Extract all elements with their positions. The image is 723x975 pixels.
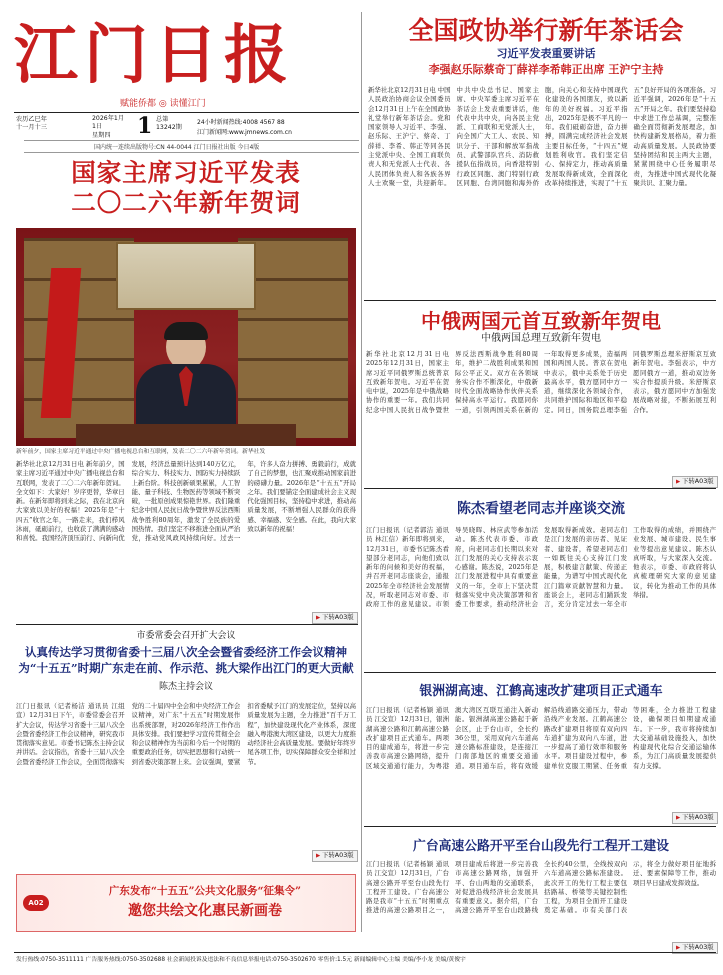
hotline: 24小时新闻热线:4008 4567 88 [197, 119, 285, 126]
photo-caption: 新年前夕，国家主席习近平通过中央广播电视总台和互联网，发表二〇二六年新年贺词。新华社发 [16, 449, 266, 455]
footer-info: 发行热线:0750-3511111 广告服务热线:0750-3502688 社会新闻投诉及违法和不良信息举报电话:0750-3502670 零售价:1.5元 新闻编辑中心主编 美编/李小龙 美编/黄俊宇 [16, 957, 466, 963]
promo-banner[interactable] [16, 874, 356, 932]
chen-jie-body: 江门日报讯（记者郭洁 通讯员 林江信）新年即将到来，12月31日，市委书记陈杰看望部分老同志，向他们致以新年的问候和美好的祝福，并召开老同志座谈会，通报2025年全市经济社会发展情况，听取老同志对市委、市政府工作的意见建议。市领导吴晓晖、林应武等参加活动。陈杰代表市委、市政府，向老同志们长期以来对江门发展的关心支持表示衷心感谢。陈杰说，2025年是江门发展进程中具有重要意义的一年，全市上下坚决贯彻落实党中央决策部署和省委工作要求，推动经济社会发展取得新成效。老同志们是江门发展的亲历者、见证者、建设者，希望老同志们一如既往关心支持江门发展，积极建言献策、传递正能量，为谱写中国式现代化江门篇章贡献智慧和力量。座谈会上，老同志们踊跃发言，充分肯定过去一年全市工作取得的成绩，并围绕产业发展、城市建设、民生事业等提出意见建议。陈杰认真听取，与大家深入交流。他表示，市委、市政府将认真梳理研究大家的意见建议，转化为推动工作的具体举措。 [366, 526, 716, 609]
lunar-date: 农历乙巳年 十一月十三 [16, 116, 47, 132]
lead-story-photo [16, 228, 356, 446]
guanghai-body: 江门日报讯（记者杨颖 通讯员 江交宣）12月31日，广台高速公路开平至台山段先行工程开工建设。广台高速公路是我市“十五五”时期重点推进的高速公路项目之一，项目建成后将进一步完善我市高速公路网络，加强开平、台山两地的交通联系，对促进沿线经济社会发展具有重要意义。据介绍，广台高速公路开平至台山段路线全长约40公里，全线按双向六车道高速公路标准建设。此次开工的先行工程主要包括路基、桥梁等关键控制性工程，为项目全面开工建设奠定基础。市有关部门表示，将全力做好项目征地拆迁、要素保障等工作，推动项目早日建成发挥效益。 [366, 860, 716, 915]
masthead-rule [14, 112, 359, 113]
footer-rule [14, 952, 716, 953]
china-russia-next[interactable]: ▶ 下转A03版 [672, 476, 718, 488]
yinwan-title: 银洲湖高速、江鹤高速改扩建项目正式通车 [419, 684, 663, 699]
guanghai-next[interactable]: ▶ 下转A03版 [672, 942, 718, 954]
plenary-kicker: 市委常委会召开扩大会议 [136, 631, 236, 641]
top-story-subtitle: 习近平发表重要讲话 [496, 47, 596, 60]
top-story-title: 全国政协举行新年茶话会 [408, 16, 684, 45]
china-russia-body: 新华社北京12月31日电 2025年12月31日，国家主席习近平同俄罗斯总统普京互致新年贺电。习近平在贺电中说，2025年是中俄战略协作的重要一年。我们共同纪念中国人民抗日战争暨世界反法西斯战争胜利80周年，维护二战胜利成果和国际公平正义。双方在各领域务实合作不断深化，中俄新时代全面战略协作伙伴关系保持高水平运行。我愿同你一道，引领两国关系在新的一年取得更多成果，造福两国和两国人民。普京在贺电中表示，俄中关系处于历史最高水平，俄方愿同中方一道，继续深化各领域合作，共同维护国际和地区和平稳定。同日，国务院总理李强同俄罗斯总理米舒斯京互致新年贺电。李强表示，中方愿同俄方一道，推动双边务实合作提质升级。米舒斯京表示，俄方愿同中方加强发展战略对接，不断拓展互利合作。 [366, 350, 716, 414]
promo-line-1: 广东发布“十五五”公共文化服务“征集令” [108, 885, 302, 897]
guanghai-title: 广台高速公路开平至台山段先行工程开工建设 [413, 839, 669, 854]
rule-right-bottom [364, 826, 716, 827]
promo-line-2: 邀您共绘文化惠民新画卷 [128, 903, 282, 919]
plenary-host: 陈杰主持会议 [158, 682, 213, 692]
rule-col-divider [361, 12, 362, 932]
chen-jie-title: 陈杰看望老同志并座谈交流 [457, 501, 625, 517]
top-story-body: 新华社北京12月31日电 中国人民政治协商会议全国委员会12月31日上午在全国政协礼堂举行新年茶话会。党和国家领导人习近平、李强、赵乐际、王沪宁、蔡奇、丁薛祥、李希、韩正等同各民主党派中央、全国工商联负责人和无党派人士代表、各人民团体负责人和各族各界人士欢聚一堂，共迎新年。中共中央总书记、国家主席、中央军委主席习近平在茶话会上发表重要讲话，他代表中共中央，向各民主党派、工商联和无党派人士，向全国广大工人、农民、知识分子、干部和解放军指战员、武警部队官兵、消防救援队伍指战员，向香港特别行政区同胞、澳门特别行政区同胞、台湾同胞和海外侨胞，向关心和支持中国现代化建设的各国朋友，致以新年的美好祝福。习近平指出，2025年是极不平凡的一年。我们砥砺奋进，奋力拼搏，圆满完成经济社会发展主要目标任务，“十四五”规划胜利收官。我们坚定信心、保持定力，推动高质量发展取得新成效，全面深化改革持续推进，实现了“十五五”良好开局的各项准备。习近平强调，2026年是“十五五”开局之年。我们要坚持稳中求进工作总基调，完整准确全面贯彻新发展理念，加快构建新发展格局，着力推动高质量发展。人民政协要坚持团结和民主两大主题，紧紧围绕中心任务履职尽责，为推进中国式现代化凝聚共识、汇聚力量。 [368, 86, 716, 187]
lead-story-next[interactable]: ▶ 下转A03版 [312, 612, 358, 624]
page-number: 1 [137, 113, 153, 139]
plenary-body: 江门日报讯（记者杨洁 通讯员 江组宣）12月31日下午，市委常委会召开扩大会议，传达学习省委十三届八次全会暨省委经济工作会议精神，研究我市贯彻落实意见。市委书记陈杰主持会议并讲话。会议指出，省委十三届八次全会暨省委经济工作会议，全面贯彻落实党的二十届四中全会和中央经济工作会议精神，对广东“十五五”时期发展作出系统部署，对2026年经济工作作出具体安排。我们要把学习宣传贯彻全会和会议精神作为当前和今后一个时期的重要政治任务，切实把思想和行动统一到省委决策部署上来。会议强调，要紧扣省委赋予江门的发展定位，坚持以高质量发展为主题，全力推进“百千万工程”，加快建设现代化产业体系，深度融入粤港澳大湾区建设，以更大力度推动经济社会高质量发展。要做好年终岁尾各项工作，切实保障群众安全祥和过节。 [16, 702, 356, 766]
china-russia-title: 中俄两国元首互致新年贺电 [421, 309, 661, 333]
desk [76, 424, 296, 446]
promo-badge: A02 [23, 895, 49, 911]
yinwan-next[interactable]: ▶ 下转A03版 [672, 812, 718, 824]
issue-number: 总第 13242期 [156, 116, 182, 132]
top-story-leaders: 李强赵乐际蔡奇丁薛祥李希韩正出席 王沪宁主持 [428, 63, 664, 76]
masthead-title: 江门日报 [14, 18, 294, 93]
lead-story-title: 国家主席习近平发表 二〇二六年新年贺词 [71, 158, 301, 217]
rule-top [364, 300, 716, 301]
masthead-slogan: 赋能侨都 ◎ 读懂江门 [120, 99, 206, 109]
plenary-title: 认真传达学习贯彻省委十三届八次全会暨省委经济工作会议精神 为“十五五”时期广东走在前、作示范、挑大梁作出江门的更大贡献 [18, 645, 354, 675]
china-russia-subtitle: 中俄两国总理互致新年贺电 [481, 333, 601, 344]
yinwan-body: 江门日报讯（记者杨颖 通讯员 江交宣）12月31日，银洲湖高速公路和江鹤高速公路改扩建项目正式通车。两项目的建成通车，将进一步完善我市高速公路网络，提升区域交通通行能力，为粤港澳大湾区互联互通注入新动能。银洲湖高速公路起于新会区，止于台山市，全长约36公里，采用双向六车道高速公路标准建设，是连接江门南部地区的重要交通通道。项目通车后，将有效缓解沿线道路交通压力，带动沿线产业发展。江鹤高速公路改扩建项目将原有双向四车道扩建为双向八车道，进一步提高了通行效率和服务水平。项目建设过程中，参建单位克服工期紧、任务重等困难，全力推进工程建设，确保项目如期建成通车。下一步，我市将持续加大交通基础设施投入，加快构建现代化综合交通运输体系，为江门高质量发展提供有力支撑。 [366, 706, 716, 770]
website: 江门新闻网:www.jmnews.com.cn [197, 129, 292, 136]
issue-date: 2026年1月 1日 星期四 [92, 115, 125, 139]
plenary-next[interactable]: ▶ 下转A03版 [312, 850, 358, 862]
rule-left-mid [16, 624, 358, 625]
lead-story-body: 新华社北京12月31日电 新年前夕，国家主席习近平通过中央广播电视总台和互联网，发表了二〇二六年新年贺词。全文如下：大家好！岁序更替，华章日新。在新年即将到来之际，我在北京向大家致以美好的祝福！2025年是“十四五”收官之年，一路走来，我们栉风沐雨，砥砺前行，也收获了满满的感动和喜悦。我国经济顶压前行、向新向优发展，经济总量预计达到140万亿元，综合实力、科技实力、国防实力持续跃上新台阶。科技创新硕果累累，人工智能、量子科技、生物医药等领域不断突破，一批原创成果惊艳世界。我们隆重纪念中国人民抗日战争暨世界反法西斯战争胜利80周年，激发了全民族的爱国热情。我们坚定不移推进全面从严治党，推动党风政风持续向好。过去一年，许多人奋力拼搏、勇毅前行，成就了自己的梦想，也汇聚成推动国家前进的磅礴力量。2026年是“十五五”开局之年。我们要锚定全面建成社会主义现代化强国目标，坚持稳中求进，推动高质量发展，不断增强人民群众的获得感、幸福感、安全感。在此，我向大家致以新年的祝福！ [16, 460, 356, 543]
rule-right-lower [364, 672, 716, 673]
painting [116, 242, 256, 310]
publication-code: 国内统一连续出版物号:CN 44-0044 江门日报社出版 今日4版 [24, 140, 359, 153]
rule-mid-right [364, 488, 716, 489]
